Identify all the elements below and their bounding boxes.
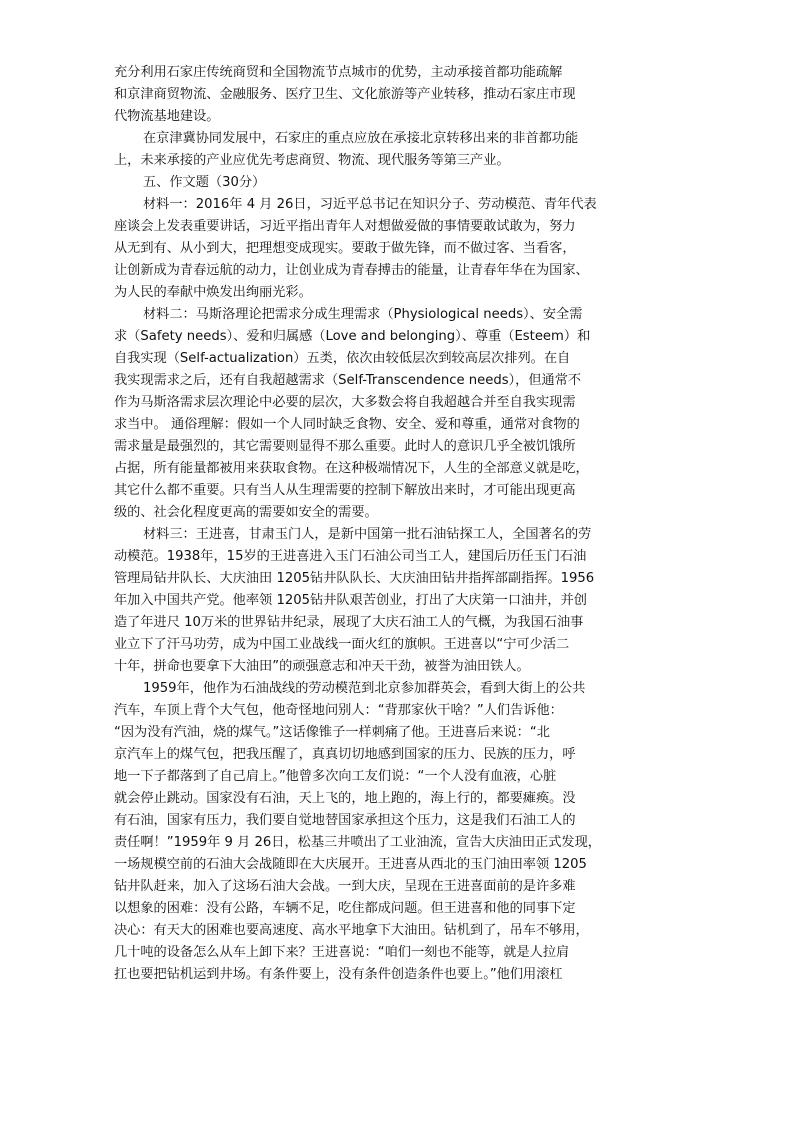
text-line: 以想象的困难：没有公路，车辆不足，吃住都成问题。但王进喜和他的同事下定	[114, 901, 576, 916]
text-line: 上，未来承接的产业应优先考虑商贸、物流、现代服务等第三产业。	[114, 153, 510, 168]
text-line: 需求量是最强烈的，其它需要则显得不那么重要。此时人的意识几乎全被饥饿所	[114, 439, 576, 454]
text-line: 造了年进尺 10万米的世界钻井纪录，展现了大庆石油工人的气概，为我国石油事	[114, 615, 584, 630]
text-line: 占据，所有能量都被用来获取食物。在这种极端情况下，人生的全部意义就是吃，	[114, 461, 589, 476]
text-line: 代物流基地建设。	[114, 109, 220, 124]
text-line: 从无到有、从小到大，把理想变成现实。要敢于做先锋，而不做过客、当看客，	[114, 241, 576, 256]
text-line: 就会停止跳动。国家没有石油，天上飞的，地上跑的，海上行的，都要瘫痪。没	[114, 791, 576, 806]
text-line: 地一下子都落到了自己肩上。”他曾多次向工友们说：“一个人没有血液，心脏	[114, 769, 557, 784]
text-line: 扛也要把钻机运到井场。有条件要上，没有条件创造条件也要上。”他们用滚杠	[114, 967, 563, 982]
text-line: 我实现需求之后，还有自我超越需求（Self-Transcendence needs），但通常不	[114, 373, 582, 388]
text-line: “因为没有汽油，烧的煤气。”这话像锥子一样刺痛了他。王进喜后来说：“北	[114, 725, 550, 740]
text-line: 级的、社会化程度更高的需要如安全的需要。	[114, 505, 378, 520]
text-line: 业立下了汗马功劳，成为中国工业战线一面火红的旗帜。王进喜以“宁可少活二	[114, 637, 570, 652]
material-two-start: 材料二：马斯洛理论把需求分成生理需求（Physiological needs）、安全需	[143, 307, 583, 322]
paragraph-start-line: 在京津冀协同发展中，石家庄的重点应放在承接北京转移出来的非首都功能	[143, 131, 579, 146]
text-line: 自我实现（Self-actualization）五类，依次由较低层次到较高层次排列。在自	[114, 351, 571, 366]
text-line: 作为马斯洛需求层次理论中必要的层次，大多数会将自我超越合并至自我实现需	[114, 395, 576, 410]
text-line: 为人民的奉献中焕发出绚丽光彩。	[114, 285, 312, 300]
paragraph-start-line: 1959年，他作为石油战线的劳动模范到北京参加群英会，看到大街上的公共	[143, 681, 586, 696]
material-three-start: 材料三：王进喜，甘肃玉门人，是新中国第一批石油钻探工人，全国著名的劳	[143, 527, 592, 542]
text-line: 管理局钻井队长、大庆油田 1205钻井队队长、大庆油田钻井指挥部副指挥。1956	[114, 571, 595, 586]
material-one-start: 材料一：2016年 4 月 26日，习近平总书记在知识分子、劳动模范、青年代表	[143, 197, 597, 212]
text-line: 责任啊！”1959年 9 月 26日，松基三井喷出了工业油流，宣告大庆油田正式发现，	[114, 835, 601, 850]
text-line: 钻井队赶来，加入了这场石油大会战。一到大庆，呈现在王进喜面前的是许多难	[114, 879, 576, 894]
text-line: 和京津商贸物流、金融服务、医疗卫生、文化旅游等产业转移，推动石家庄市现	[114, 87, 576, 102]
text-line: 十年，拼命也要拿下大油田”的顽强意志和冲天干劲，被誉为油田铁人。	[114, 659, 530, 674]
text-line: 让创新成为青春远航的动力，让创业成为青春搏击的能量，让青春年华在为国家、	[114, 263, 589, 278]
text-line: 决心：有天大的困难也要高速度、高水平地拿下大油田。钻机到了，吊车不够用，	[114, 923, 589, 938]
text-line: 充分利用石家庄传统商贸和全国物流节点城市的优势，主动承接首都功能疏解	[114, 65, 563, 80]
text-line: 其它什么都不重要。只有当人从生理需要的控制下解放出来时，才可能出现更高	[114, 483, 576, 498]
document-body	[114, 62, 634, 986]
text-line: 年加入中国共产党。他率领 1205钻井队艰苦创业，打出了大庆第一口油井，并创	[114, 593, 587, 608]
text-line: 求（Safety needs）、爱和归属感（Love and belonging）、尊重（Esteem）和	[114, 329, 591, 344]
text-line: 几十吨的设备怎么从车上卸下来？王进喜说：“咱们一刻也不能等，就是人拉肩	[114, 945, 570, 960]
text-line: 动模范。1938年，15岁的王进喜进入玉门石油公司当工人，建国后历任玉门石油	[114, 549, 587, 564]
text-line: 一场规模空前的石油大会战随即在大庆展开。王进喜从西北的玉门油田率领 1205	[114, 857, 587, 872]
text-line: 汽车，车顶上背个大气包，他奇怪地问别人：“背那家伙干啥？”人们告诉他：	[114, 703, 563, 718]
text-line: 座谈会上发表重要讲话，习近平指出青年人对想做爱做的事情要敢试敢为，努力	[114, 219, 576, 234]
section-heading: 五、作文题（30分）	[143, 175, 266, 190]
text-line: 求当中。 通俗理解：假如一个人同时缺乏食物、安全、爱和尊重，通常对食物的	[114, 417, 580, 432]
text-line: 有石油，国家有压力，我们要自觉地替国家承担这个压力，这是我们石油工人的	[114, 813, 576, 828]
text-line: 京汽车上的煤气包，把我压醒了，真真切切地感到国家的压力、民族的压力，呼	[114, 747, 576, 762]
